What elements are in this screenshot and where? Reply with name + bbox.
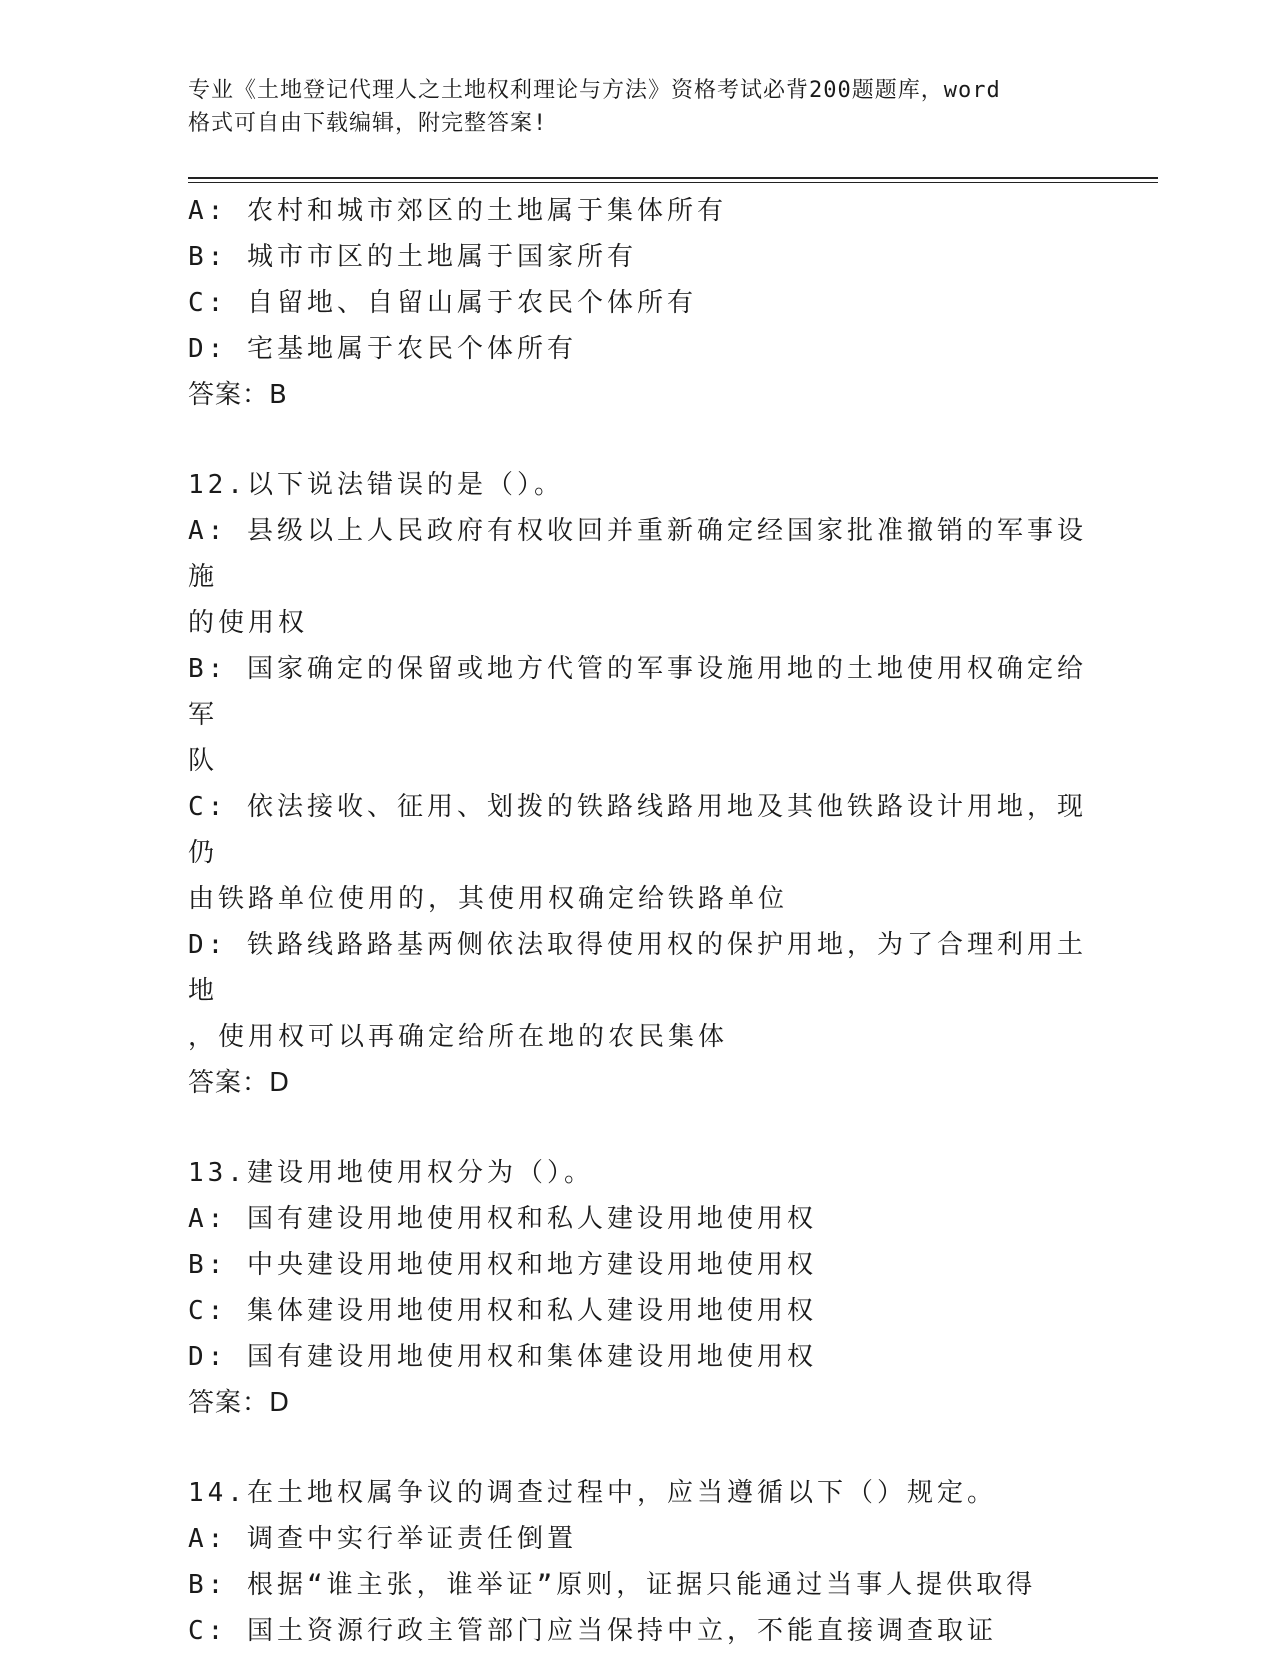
question-list <box>188 188 1088 1654</box>
question-stem: 12.以下说法错误的是（）。 <box>188 470 564 500</box>
option-c: C: 国土资源行政主管部门应当保持中立，不能直接调查取证 <box>188 1616 997 1646</box>
option-a: A: 调查中实行举证责任倒置 <box>188 1524 577 1554</box>
header-divider-thin <box>188 182 1158 183</box>
option-a: A: 农村和城市郊区的土地属于集体所有 <box>188 196 727 226</box>
spacer <box>188 1106 1088 1150</box>
option-c-continued: 由铁路单位使用的，其使用权确定给铁路单位 <box>188 884 789 914</box>
option-c: C: 集体建设用地使用权和私人建设用地使用权 <box>188 1296 817 1326</box>
answer-line: 答案：B <box>188 380 288 410</box>
question-11 <box>188 188 1088 418</box>
header-title-line-1: 专业《土地登记代理人之土地权利理论与方法》资格考试必背200题题库，word <box>188 78 1001 103</box>
document-header <box>188 74 1088 140</box>
option-b: B: 中央建设用地使用权和地方建设用地使用权 <box>188 1250 817 1280</box>
option-b: B: 根据“谁主张，谁举证”原则，证据只能通过当事人提供取得 <box>188 1570 1037 1600</box>
option-d: D: 国有建设用地使用权和集体建设用地使用权 <box>188 1342 817 1372</box>
option-d: D: 宅基地属于农民个体所有 <box>188 334 577 364</box>
option-a: A: 国有建设用地使用权和私人建设用地使用权 <box>188 1204 817 1234</box>
answer-line: 答案：D <box>188 1388 291 1418</box>
option-d-continued: ，使用权可以再确定给所在地的农民集体 <box>188 1022 729 1052</box>
option-c: C: 依法接收、征用、划拨的铁路线路用地及其他铁路设计用地，现仍 <box>188 792 1087 868</box>
option-a: A: 县级以上人民政府有权收回并重新确定经国家批准撤销的军事设施 <box>188 516 1087 592</box>
answer-line: 答案：D <box>188 1068 291 1098</box>
option-b: B: 国家确定的保留或地方代管的军事设施用地的土地使用权确定给军 <box>188 654 1087 730</box>
spacer <box>188 418 1088 462</box>
question-stem: 13.建设用地使用权分为（）。 <box>188 1158 594 1188</box>
option-d: D: 铁路线路路基两侧依法取得使用权的保护用地，为了合理利用土地 <box>188 930 1087 1006</box>
spacer <box>188 1426 1088 1470</box>
header-divider-thick <box>188 177 1158 179</box>
question-13 <box>188 1150 1088 1426</box>
option-c: C: 自留地、自留山属于农民个体所有 <box>188 288 697 318</box>
question-stem: 14.在土地权属争议的调查过程中，应当遵循以下（）规定。 <box>188 1478 997 1508</box>
option-b: B: 城市市区的土地属于国家所有 <box>188 242 637 272</box>
option-a-continued: 的使用权 <box>188 608 309 638</box>
option-b-continued: 队 <box>188 746 219 776</box>
question-12 <box>188 462 1088 1106</box>
question-14 <box>188 1470 1088 1654</box>
header-title-line-2: 格式可自由下载编辑，附完整答案! <box>188 111 548 136</box>
